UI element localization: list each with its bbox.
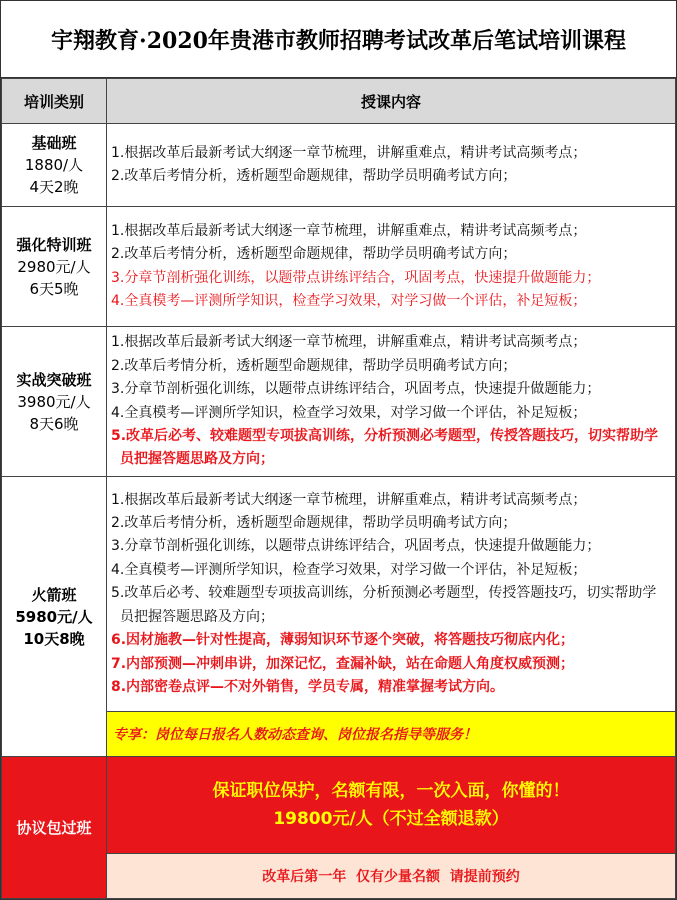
- content-line-highlight: 5.改革后必考、较难题型专项拔高训练，分析预测必考题型，传授答题技巧，切实帮助学员把握答题思路及方向；: [111, 427, 659, 468]
- header-category: 培训类别: [2, 79, 107, 124]
- table-row: [2, 477, 676, 712]
- content-line-highlight: 4.全真模考—评测所学知识，检查学习效果，对学习做一个评估，补足短板；: [111, 292, 587, 309]
- content-line-highlight: 8.内部密卷点评—不对外销售，学员专属，精准掌握考试方向。: [111, 678, 505, 695]
- content-line: 2.改革后考情分析，透析题型命题规律，帮助学员明确考试方向；: [111, 168, 517, 184]
- class-name: 基础班: [31, 134, 77, 152]
- content-line: 2.改革后考情分析，透析题型命题规律，帮助学员明确考试方向；: [111, 515, 517, 532]
- category-cell: [2, 327, 107, 477]
- exclusive-service-banner: 专享：岗位每日报名人数动态查询、岗位报名指导等服务！: [107, 712, 676, 757]
- class-price: 3980元/人: [17, 392, 91, 411]
- content-line: 2.改革后考情分析，透析题型命题规律，帮助学员明确考试方向；: [111, 246, 517, 263]
- content-line: 1.根据改革后最新考试大纲逐一章节梳理，讲解重难点，精讲考试高频考点；: [111, 144, 587, 161]
- package-note: 改革后第一年 仅有少量名额 请提前预约: [107, 854, 676, 899]
- header-content: 授课内容: [107, 79, 676, 124]
- package-guarantee: 保证职位保护，名额有限，一次入面，你懂的！: [212, 781, 570, 801]
- class-price: 2980元/人: [17, 257, 91, 276]
- content-line: 1.根据改革后最新考试大纲逐一章节梳理，讲解重难点，精讲考试高频考点；: [111, 222, 587, 239]
- table-row: [2, 207, 676, 327]
- content-cell: [107, 327, 676, 477]
- package-price: 19800元/人（不过全额退款）: [273, 809, 509, 829]
- class-name: 强化特训班: [16, 235, 92, 254]
- category-cell: [2, 207, 107, 327]
- content-line: 1.根据改革后最新考试大纲逐一章节梳理，讲解重难点，精讲考试高频考点；: [111, 334, 587, 351]
- class-price: 5980元/人: [15, 607, 93, 626]
- class-name: 实战突破班: [16, 370, 92, 389]
- content-line: 3.分章节剖析强化训练，以题带点讲练评结合，巩固考点，快速提升做题能力；: [111, 381, 601, 398]
- content-line-highlight: 3.分章节剖析强化训练，以题带点讲练评结合，巩固考点，快速提升做题能力；: [111, 269, 601, 286]
- category-cell: [2, 477, 107, 757]
- class-price: 1880/人: [24, 156, 84, 174]
- class-name: 火箭班: [31, 585, 77, 604]
- content-cell: [107, 477, 676, 712]
- content-line-highlight: 6.因材施教—针对性提高，薄弱知识环节逐个突破，将答题技巧彻底内化；: [111, 632, 575, 649]
- content-line: 3.分章节剖析强化训练，以题带点讲练评结合，巩固考点，快速提升做题能力；: [111, 538, 601, 555]
- content-line: 2.改革后考情分析，透析题型命题规律，帮助学员明确考试方向；: [111, 357, 517, 374]
- category-cell: [2, 124, 107, 207]
- class-duration: 8天6晚: [29, 414, 79, 433]
- class-duration: 4天2晚: [29, 178, 79, 196]
- page-title: 宇翔教育·2020年贵港市教师招聘考试改革后笔试培训课程: [1, 1, 676, 78]
- class-duration: 6天5晚: [29, 279, 79, 298]
- course-table: [1, 78, 676, 899]
- table-header-row: [2, 79, 676, 124]
- content-line: 4.全真模考—评测所学知识，检查学习效果，对学习做一个评估，补足短板；: [111, 561, 587, 578]
- table-row: [2, 124, 676, 207]
- package-offer: [107, 757, 676, 854]
- content-cell: [107, 207, 676, 327]
- content-line: 4.全真模考—评测所学知识，检查学习效果，对学习做一个评估，补足短板；: [111, 404, 587, 421]
- table-row: [2, 327, 676, 477]
- content-line-highlight: 7.内部预测—冲刺串讲，加深记忆，查漏补缺，站在命题人角度权威预测；: [111, 655, 575, 672]
- content-cell: [107, 124, 676, 207]
- content-line: 5.改革后必考、较难题型专项拔高训练，分析预测必考题型，传授答题技巧，切实帮助学员把握答题思路及方向；: [111, 585, 657, 625]
- package-name: 协议包过班: [2, 757, 107, 899]
- content-line: 1.根据改革后最新考试大纲逐一章节梳理，讲解重难点，精讲考试高频考点；: [111, 491, 587, 508]
- package-row: [2, 757, 676, 854]
- class-duration: 10天8晚: [23, 629, 85, 648]
